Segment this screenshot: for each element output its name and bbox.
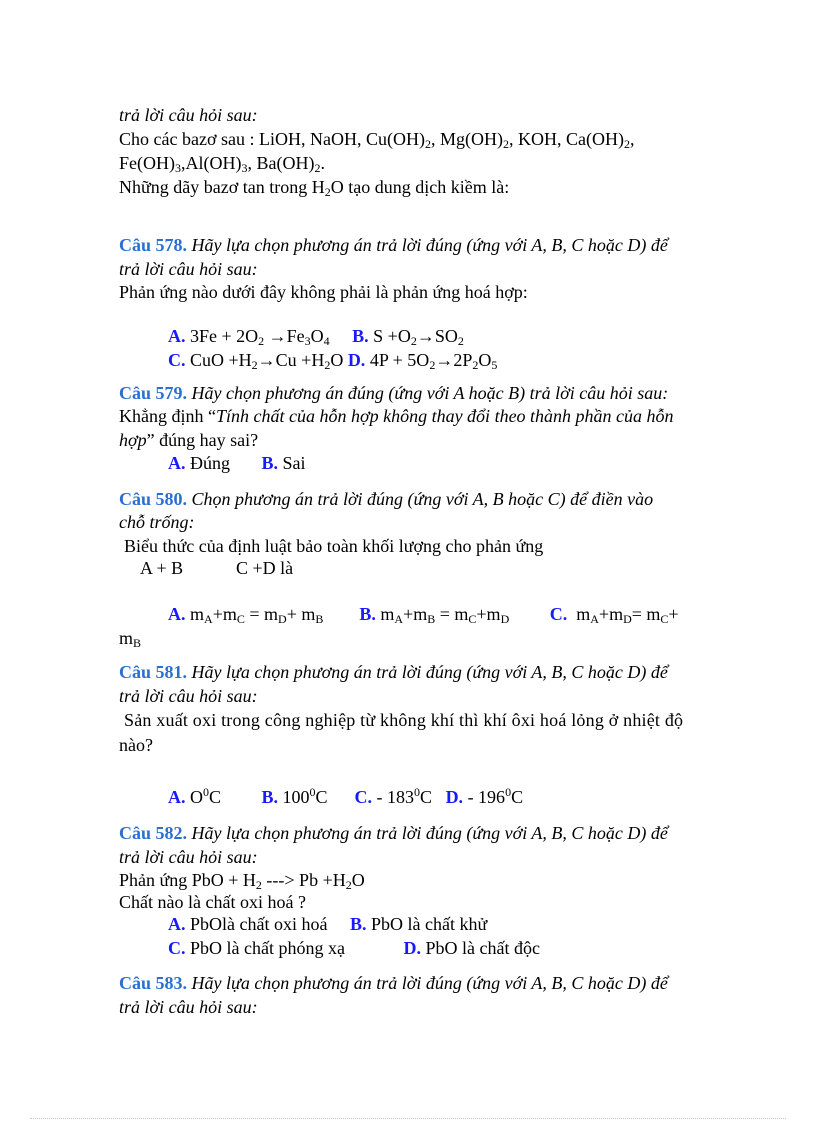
question-580-options: A. $m_A+m_C = m_D+ m_B$ B. $m_A+m_B = m_C+m_D$ C. $m_A+m_D= m_C+$ bbox=[168, 604, 679, 626]
question-581-instruction: trả lời câu hỏi sau: bbox=[119, 686, 258, 706]
question-number: Câu 582. bbox=[119, 823, 188, 843]
question-578-instruction: trả lời câu hỏi sau: bbox=[119, 259, 258, 279]
option-c: C. bbox=[168, 938, 186, 958]
bases-list-line-1: Cho các bazơ sau : LiOH, NaOH, $Cu(OH)_2$, $Mg(OH)_2$, KOH, $Ca(OH)_2$, bbox=[119, 129, 635, 151]
option-b: B. bbox=[359, 604, 376, 624]
question-581-text-2: nào? bbox=[119, 735, 153, 755]
option-c: C. bbox=[549, 604, 568, 624]
option-b: B. bbox=[261, 453, 279, 473]
page-bottom-divider bbox=[30, 1118, 786, 1119]
option-a: A. bbox=[168, 914, 186, 934]
question-text: Những dãy bazơ tan trong $H_2O$ tạo dung dịch kiềm là: bbox=[119, 177, 510, 199]
option-b: B. bbox=[261, 787, 279, 807]
option-b: B. bbox=[349, 914, 367, 934]
question-583-header: Câu 583. Hãy lựa chọn phương án trả lời đúng (ứng với A, B, C hoặc D) để bbox=[119, 973, 668, 993]
question-580-options-wrap: $m_B$ bbox=[119, 628, 142, 650]
option-a: A. bbox=[168, 604, 186, 624]
question-580-instruction: chỗ trống: bbox=[119, 512, 195, 532]
question-582-options-row-2: C. PbO là chất phóng xạ D. PbO là chất độc bbox=[168, 938, 540, 958]
option-b: B. bbox=[352, 326, 369, 346]
question-578-text: Phản ứng nào dưới đây không phải là phản ứng hoá hợp: bbox=[119, 282, 528, 302]
option-c: C. bbox=[354, 787, 373, 807]
question-580-header: Câu 580. Chọn phương án trả lời đúng (ứng với A, B hoặc C) để điền vào bbox=[119, 489, 654, 509]
option-a: A. bbox=[168, 326, 186, 346]
question-number: Câu 583. bbox=[119, 973, 188, 993]
option-d: D. bbox=[445, 787, 464, 807]
bases-list-line-2: $Fe(OH)_3,Al(OH)_3$, $Ba(OH)_2$. bbox=[119, 153, 325, 175]
question-581-text-1: Sản xuất oxi trong công nghiệp từ không khí thì khí ôxi hoá lỏng ở nhiệt độ bbox=[124, 710, 684, 730]
question-number: Câu 580. bbox=[119, 489, 188, 509]
instruction-continued: trả lời câu hỏi sau: bbox=[119, 105, 258, 125]
option-d: D. bbox=[403, 938, 421, 958]
question-580-text: Biểu thức của định luật bảo toàn khối lượng cho phản ứng bbox=[124, 536, 544, 556]
question-number: Câu 579. bbox=[119, 383, 188, 403]
question-582-header: Câu 582. Hãy lựa chọn phương án trả lời đúng (ứng với A, B, C hoặc D) để bbox=[119, 823, 668, 843]
question-582-reaction: Phản ứng PbO + $H_2$ ---> $Pb +H_2O$ bbox=[119, 870, 365, 892]
option-c: C. bbox=[168, 350, 186, 370]
question-number: Câu 578. bbox=[119, 235, 188, 255]
option-a: A. bbox=[168, 787, 186, 807]
option-d: D. bbox=[347, 350, 366, 370]
question-579-text-2: hợp” đúng hay sai? bbox=[119, 430, 259, 450]
question-582-instruction: trả lời câu hỏi sau: bbox=[119, 847, 258, 867]
question-579-text-1: Khẳng định “Tính chất của hỗn hợp không thay đổi theo thành phần của hỗn bbox=[119, 406, 674, 426]
option-a: A. bbox=[168, 453, 186, 473]
question-583-instruction: trả lời câu hỏi sau: bbox=[119, 997, 258, 1017]
question-581-header: Câu 581. Hãy lựa chọn phương án trả lời đúng (ứng với A, B, C hoặc D) để bbox=[119, 662, 668, 682]
reaction-reactants: A + B bbox=[140, 558, 184, 578]
question-579-header: Câu 579. Hãy chọn phương án đúng (ứng với A hoặc B) trả lời câu hỏi sau: bbox=[119, 383, 669, 403]
reaction-products: C +D là bbox=[236, 558, 294, 578]
question-578-options-row-2: C. CuO $+H_2\to Cu +H_2O$ D. $4P + 5O_2\to 2P_2O_5$ bbox=[168, 350, 498, 372]
question-582-text: Chất nào là chất oxi hoá ? bbox=[119, 892, 306, 912]
question-579-options: A. Đúng B. Sai bbox=[168, 453, 306, 473]
question-number: Câu 581. bbox=[119, 662, 188, 682]
question-578-options-row-1: A. $3Fe + 2O_2 \to Fe_3O_4$ B. $S +O_2\to SO_2$ bbox=[168, 326, 464, 348]
question-578-header: Câu 578. Hãy lựa chọn phương án trả lời đúng (ứng với A, B, C hoặc D) để bbox=[119, 235, 668, 255]
question-581-options: A. $O^0C$ B. $100^0C$ C. - $183^0C$ D. - $196^0C$ bbox=[168, 785, 524, 807]
question-582-options-row-1: A. PbOlà chất oxi hoá B. PbO là chất khử bbox=[168, 914, 488, 934]
